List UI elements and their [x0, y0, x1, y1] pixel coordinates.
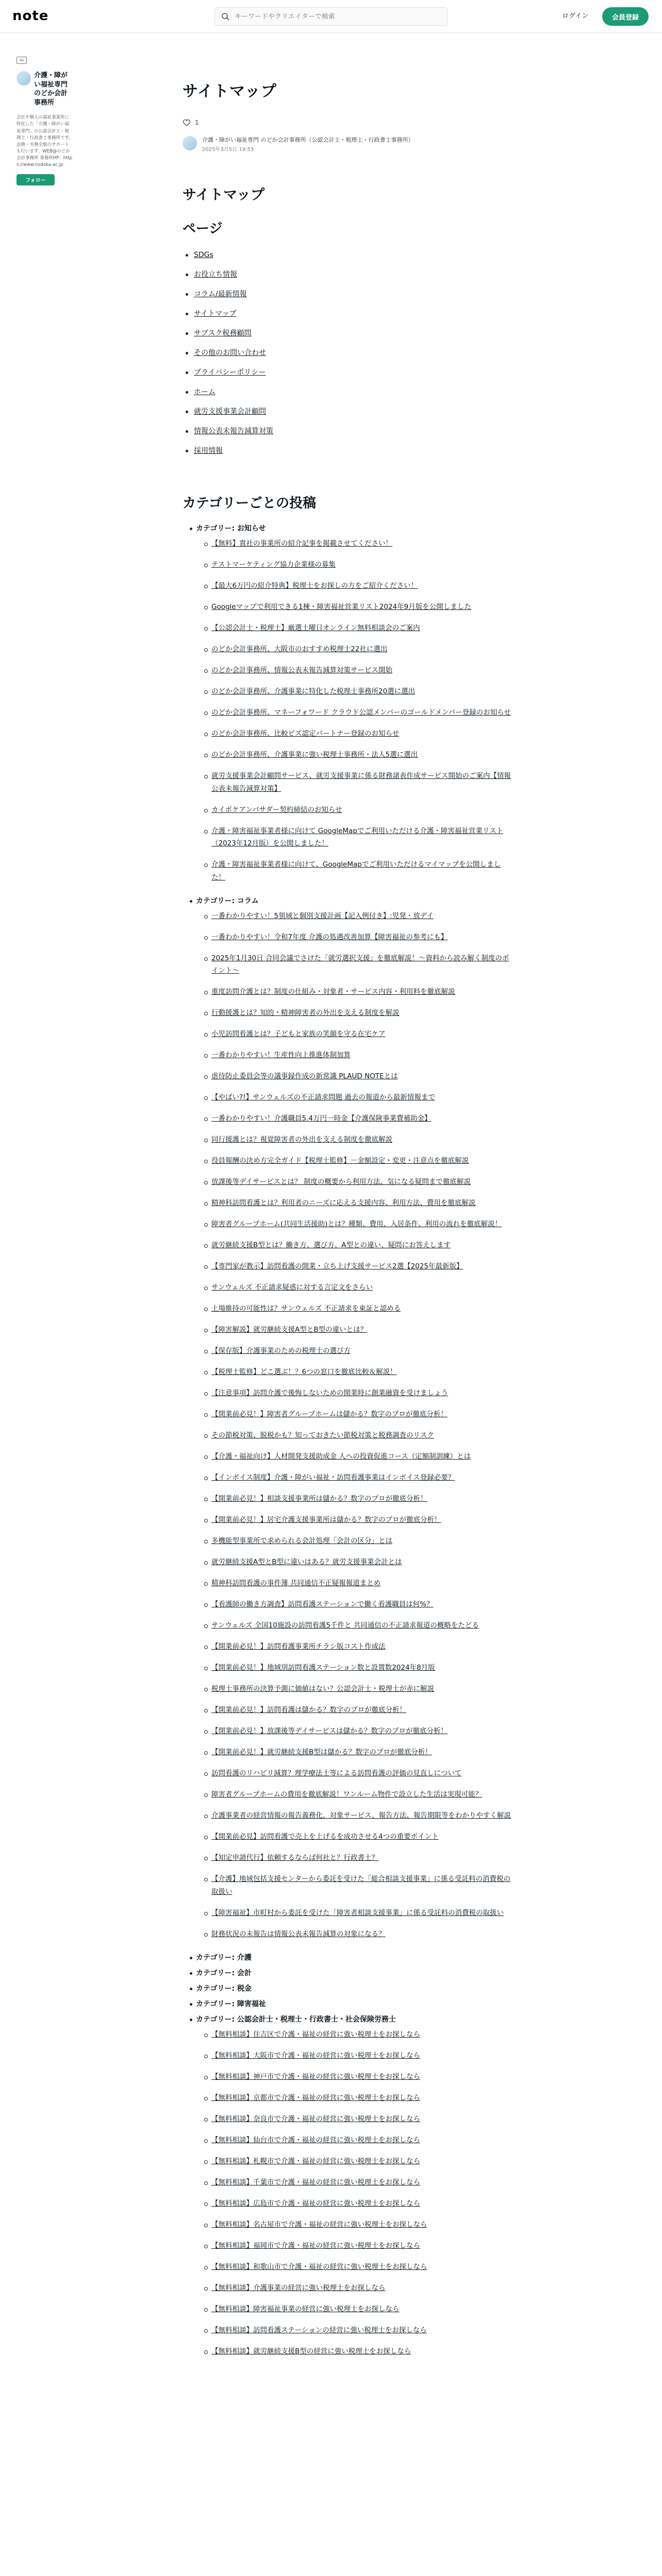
- post-list-item: [211, 1619, 512, 1640]
- page-list-item: [194, 444, 512, 464]
- page-link[interactable]: 採用情報: [194, 447, 223, 455]
- author-row: [183, 136, 512, 152]
- post-link[interactable]: 【無料相談】障害福祉事業の経営に強い税理士をお探しなら: [211, 2304, 400, 2313]
- follow-label: フォロー: [25, 178, 46, 184]
- post-list-item: [211, 1746, 512, 1767]
- post-link[interactable]: 【保存版】介護事業のための税理士の選び方: [211, 1347, 351, 1355]
- post-link[interactable]: 【無料相談】千葉市で介護・福祉の経営に強い税理士をお探しなら: [211, 2178, 420, 2187]
- search-icon: [221, 12, 229, 21]
- ai-badge-icon: AI: [16, 57, 27, 64]
- post-list-item: [211, 2345, 512, 2366]
- creator-sidebar: [16, 57, 73, 185]
- post-list-item: [211, 664, 512, 685]
- post-list-item: [211, 2197, 512, 2218]
- creator-name[interactable]: 介護・障がい福祉専門 のどか会計事務所: [34, 72, 68, 107]
- post-link[interactable]: 就労継続支援B型とは？働き方、選び方、A型との違い、疑問にお答えします: [211, 1241, 451, 1250]
- category-label: カテゴリー: 公認会計士・税理士・行政書士・社会保険労務士: [190, 2013, 512, 2028]
- post-link[interactable]: 【注意事項】訪問介護で後悔しないための開業時に創業融資を受けましょう: [211, 1389, 448, 1398]
- post-list-item: [211, 685, 512, 706]
- post-link[interactable]: Googleマップで利用できる1棟・障害福祉営業リスト2024年9月版を公開しました: [211, 603, 471, 612]
- post-link[interactable]: 小児訪問看護とは？子どもと家族の笑顔を守る在宅ケア: [211, 1030, 386, 1039]
- post-list-item: [211, 1640, 512, 1662]
- page-list-item: [194, 385, 512, 405]
- post-list-item: [211, 1028, 512, 1049]
- post-list-item: [211, 1070, 512, 1091]
- post-link[interactable]: 2025年1月30日 合同会議でさけた「就労選択支援」を徹底解説！〜資料から読み解く制度のポイント〜: [211, 954, 509, 975]
- post-link[interactable]: 役員報酬の決め方完全ガイド【税理士監修】－金額設定・変更・注意点を徹底解説: [211, 1157, 469, 1165]
- post-link[interactable]: 障害者グループホームの費用を徹底解説！ワンルーム物件で設立した生活は実現可能？: [211, 1790, 483, 1799]
- post-list-item: [211, 1049, 512, 1070]
- category-label: カテゴリー: コラム: [190, 894, 512, 910]
- post-list-item: [211, 2218, 512, 2240]
- post-list-item: [211, 1704, 512, 1725]
- post-link[interactable]: 【インボイス制度】介護・障がい福祉・訪問看護事業はインボイス登録必要？: [211, 1473, 455, 1482]
- category-block: [190, 522, 512, 892]
- post-list-item: [211, 1133, 512, 1155]
- page-link[interactable]: その他のお問い合わせ: [194, 349, 266, 358]
- page-list-item: [194, 287, 512, 307]
- post-list-item: [211, 749, 512, 770]
- category-label: カテゴリー: 障害福祉: [190, 1997, 512, 2013]
- page-link[interactable]: プライバシーポリシー: [194, 368, 266, 377]
- post-list-item: [211, 2028, 512, 2049]
- post-link[interactable]: 【開業前必見！】障害者グループホームは儲かる？数字のプロが徹底分析！: [211, 1410, 448, 1419]
- post-link[interactable]: 【開業前必見！】相談支援事業所は儲かる？数字のプロが徹底分析！: [211, 1495, 427, 1503]
- avatar[interactable]: [16, 71, 31, 86]
- page-list-item: [194, 248, 512, 268]
- post-list-item: [211, 910, 512, 931]
- page-link[interactable]: コラム/最新情報: [194, 290, 247, 299]
- post-list-item: [211, 622, 512, 643]
- post-link[interactable]: 【無料相談】京都市で介護・福祉の経営に強い税理士をお探しなら: [211, 2093, 420, 2102]
- creator-account[interactable]: [16, 71, 73, 107]
- site-header: [0, 0, 662, 33]
- page-link[interactable]: 就労支援事業会計顧問: [194, 408, 266, 416]
- post-list: [190, 537, 512, 892]
- post-link[interactable]: 【開業前必見！】放課後等デイサービスは儲かる？数字のプロが徹底分析！: [211, 1727, 448, 1736]
- post-list-item: [211, 1112, 512, 1133]
- post-list-item: [211, 1683, 512, 1704]
- post-link[interactable]: のどか会計事務所、大阪市のおすすめ税理士22社に選出: [211, 645, 388, 654]
- post-list-item: [211, 1725, 512, 1746]
- post-list-item: [211, 1450, 512, 1471]
- post-link[interactable]: 【障害解説】就労継続支援A型とB型の違いとは？: [211, 1326, 367, 1334]
- post-list-item: [211, 2155, 512, 2176]
- post-list-item: [211, 1662, 512, 1683]
- post-list-item: [211, 1429, 512, 1450]
- article-main: [183, 78, 512, 2368]
- post-list-item: [211, 1577, 512, 1598]
- post-list-item: [211, 2282, 512, 2303]
- post-link[interactable]: 【介護・福祉向け】人材開発支援助成金 人への投資促進コース（定額制訓練）とは: [211, 1452, 471, 1461]
- post-link[interactable]: 介護・障害福祉事業者様に向けて GoogleMapでご利用いただける介護・障害福祉営業リスト（2023年12月版）を公開しました！: [211, 826, 504, 848]
- page-list-item: [194, 268, 512, 287]
- creator-bio: 会社や個人の福祉事業所に特化した「介護・障がい福祉専門」の公認会計士・税理士・行政書士事務所です。法務・労務全般のサポートも行います。WEB@のどか会計事務所 事務所HP：https://www.nodoka-ac.jp: [16, 115, 73, 168]
- post-list-item: [211, 804, 512, 825]
- categories-heading: カテゴリーごとの投稿: [183, 496, 316, 512]
- heart-icon[interactable]: [183, 118, 191, 127]
- pages-heading: ページ: [183, 221, 223, 237]
- category-label: カテゴリー: 税金: [190, 1982, 512, 1997]
- post-link[interactable]: 一番わかりやすい！生産性向上推進体制加算: [211, 1051, 351, 1060]
- post-link[interactable]: 【専門家が教示】訪問看護の開業・立ち上げ支援サービス2選【2025年最新版】: [211, 1262, 464, 1271]
- post-list-item: [211, 858, 512, 892]
- article-title: サイトマップ: [183, 82, 277, 100]
- post-link[interactable]: 就労支援事業会計顧問サービス、就労支援事業に係る財務諸表作成サービス開始のご案内【情報公表未報告減算対策】: [211, 772, 511, 793]
- post-list-item: [211, 1387, 512, 1408]
- post-link[interactable]: 一番わかりやすい！令和7年度 介護の処遇改善加算【障害福祉の参考にも】: [211, 933, 448, 941]
- post-link[interactable]: 【開業前必見！】訪問看護は儲かる？数字のプロが徹底分析！: [211, 1706, 406, 1715]
- post-list-item: [211, 1176, 512, 1197]
- post-list-item: [211, 1218, 512, 1239]
- post-list-item: [211, 2324, 512, 2345]
- post-link[interactable]: 【無料相談】大阪市で介護・福祉の経営に強い税理士をお探しなら: [211, 2051, 420, 2060]
- post-list-item: [211, 2240, 512, 2261]
- post-link[interactable]: のどか会計事務所、マネーフォワード クラウド公認メンバーのゴールドメンバー登録のお知らせ: [211, 708, 511, 717]
- post-link[interactable]: 【無料相談】広島市で介護・福祉の経営に強い税理士をお探しなら: [211, 2199, 420, 2208]
- post-link[interactable]: 【税理士監修】どこ選ぶ！？6つの窓口を徹底比較＆解説！: [211, 1368, 397, 1377]
- author-name[interactable]: 介護・障がい福祉専門 のどか会計事務所（公認会計士・税理士・行政書士事務所）: [202, 137, 414, 143]
- category-label: カテゴリー: 介護: [190, 1951, 512, 1967]
- post-list-item: [211, 2303, 512, 2324]
- post-link[interactable]: 精神科訪問看護とは？利用者のニーズに応える支援内容、利用方法、費用を徹底解説: [211, 1199, 476, 1208]
- post-link[interactable]: 行動援護とは？知的・精神障害者の外出を支える制度を解説: [211, 1009, 400, 1018]
- post-link[interactable]: のどか会計事務所、介護事業に強い税理士事務所・法人5選に選出: [211, 751, 418, 759]
- post-list: [190, 2028, 512, 2366]
- post-list-item: [211, 2092, 512, 2113]
- post-list-item: [211, 1408, 512, 1429]
- post-link[interactable]: カイポケアンバサダー契約締結のお知らせ: [211, 805, 342, 814]
- post-link[interactable]: サンウェルズ 不正請求疑惑に対する言定文をさらい: [211, 1283, 373, 1292]
- post-link[interactable]: 【無料相談】福岡市で介護・福祉の経営に強い税理士をお探しなら: [211, 2241, 420, 2250]
- post-link[interactable]: 同行援護とは？視覚障害者の外出を支える制度を徹底解説: [211, 1136, 392, 1144]
- post-list-item: [211, 643, 512, 664]
- post-list-item: [211, 2176, 512, 2197]
- post-list-item: [211, 1556, 512, 1577]
- login-link[interactable]: ログイン: [562, 12, 589, 20]
- post-list-item: [211, 2049, 512, 2071]
- page-link[interactable]: お役立ち情報: [194, 270, 237, 279]
- post-link[interactable]: 財務状況の未報告は情報公表未報告減算の対象になる？: [211, 1929, 386, 1938]
- post-link[interactable]: 【無料相談】名古屋市で介護・福祉の経営に強い税理士をお探しなら: [211, 2220, 427, 2229]
- post-list-item: [211, 1907, 512, 1928]
- page-list-item: [194, 346, 512, 366]
- post-list-item: [211, 580, 512, 601]
- category-label: カテゴリー: 会計: [190, 1967, 512, 1982]
- post-list-item: [211, 2134, 512, 2155]
- post-link[interactable]: のどか会計事務所、比較ビズ認定パートナー登録のお知らせ: [211, 730, 400, 738]
- page-list-item: [194, 425, 512, 444]
- post-list-item: [211, 1324, 512, 1345]
- post-link[interactable]: 【無料相談】就労継続支援B型の経営に強い税理士をお探しなら: [211, 2347, 411, 2355]
- post-link[interactable]: 障害者グループホーム(共同生活援助)とは？種類、費用、入居条件、利用の流れを徹底解説！: [211, 1220, 502, 1229]
- post-list-item: [211, 2261, 512, 2282]
- post-list-item: [211, 1928, 512, 1949]
- post-list-item: [211, 1345, 512, 1366]
- page-list-item: [194, 307, 512, 327]
- post-list-item: [211, 1831, 512, 1852]
- post-list-item: [211, 558, 512, 580]
- post-list-item: [211, 825, 512, 859]
- category-block: [190, 894, 512, 1949]
- post-link[interactable]: のどか会計事務所、介護事業に特化した税理士事務所20選に選出: [211, 687, 416, 696]
- post-link[interactable]: 虐待防止委員会等の議事録作成の新常識 PLAUD NOTEとは: [211, 1072, 398, 1081]
- post-list-item: [211, 2113, 512, 2134]
- page-link[interactable]: ホーム: [194, 388, 216, 397]
- post-list-item: [211, 727, 512, 749]
- post-link[interactable]: 【無料相談】介護事業の経営に強い税理士をお探しなら: [211, 2283, 386, 2292]
- post-link[interactable]: 【公認会計士・税理士】厳選土曜日オンライン無料相談会のご案内: [211, 624, 420, 633]
- post-list-item: [211, 1302, 512, 1324]
- pages-list: [183, 248, 512, 464]
- post-link[interactable]: 【無料相談】和歌山市で介護・福祉の経営に強い税理士をお探しなら: [211, 2262, 427, 2271]
- post-link[interactable]: 【無料】貴社の事業所の紹介記事を掲載させてください！: [211, 539, 392, 548]
- post-list-item: [211, 1598, 512, 1619]
- page-link[interactable]: SDGs: [194, 251, 213, 260]
- post-link[interactable]: サンウェルズ 全国10施設の訪問看護5千件と 共同通信の不正請求報道の概略をたどる: [211, 1621, 479, 1630]
- post-link[interactable]: 【障害福祉】市町村から委託を受けた「障害者相談支援事業」に係る受託料の消費税の取扱い: [211, 1908, 504, 1917]
- post-list-item: [211, 1155, 512, 1176]
- post-link[interactable]: 【開業前必見】訪問看護で売上を上げるを成功させる4つの重要ポイント: [211, 1833, 439, 1841]
- categories-list: [183, 522, 512, 2366]
- page-list-item: [194, 405, 512, 425]
- post-link[interactable]: 【最大6万円の紹介特典】税理士をお探しの方をご紹介ください！: [211, 582, 418, 590]
- post-list-item: [211, 986, 512, 1007]
- category-label: カテゴリー: お知らせ: [190, 522, 512, 537]
- like-row: [183, 118, 512, 127]
- post-list-item: [211, 1535, 512, 1556]
- post-link[interactable]: 【開業前必見！】就労継続支援B型は儲かる？数字のプロが徹底分析！: [211, 1748, 432, 1757]
- post-link[interactable]: その節税対策、脱税かも？知っておきたい節税対策と税務調査のリスク: [211, 1431, 434, 1440]
- post-link[interactable]: 【開業前必見！】居宅介護支援事業所は儲かる？数字のプロが徹底分析！: [211, 1516, 441, 1524]
- like-count: 1: [195, 119, 199, 126]
- post-link[interactable]: 【開業前必見！】地域別訪問看護ステーション数と設置数2024年8月版: [211, 1664, 435, 1672]
- post-link[interactable]: テストマーケティング協力企業様の募集: [211, 561, 336, 569]
- post-list-item: [211, 2071, 512, 2092]
- post-link[interactable]: 訪問看護のリハビリ減算？理学療法士等による訪問看護の評価の見直しについて: [211, 1769, 462, 1778]
- follow-button[interactable]: [16, 174, 55, 185]
- post-list-item: [211, 1514, 512, 1535]
- page-list-item: [194, 327, 512, 346]
- post-link[interactable]: 【やばい?!】サンウェルズの不正請求問題 過去の報道から最新情報まで: [211, 1093, 435, 1102]
- post-link[interactable]: 重度訪問介護とは？制度の仕組み・対象者・サービス内容・利用料を徹底解説: [211, 988, 455, 996]
- post-link[interactable]: 精神科訪問看護の事件簿 共同通信不正疑報報道まとめ: [211, 1579, 381, 1588]
- category-block: [190, 2013, 512, 2366]
- author-avatar[interactable]: [183, 136, 197, 150]
- post-link[interactable]: のどか会計事務所、情報公表未報告減算対策サービス開始: [211, 666, 392, 675]
- page-link[interactable]: サイトマップ: [194, 310, 237, 318]
- category-block: [190, 1967, 512, 1982]
- post-list-item: [211, 1007, 512, 1028]
- post-link[interactable]: 税理士事務所の決算予測に価値はない？公認会計士・税理士が赤に解説: [211, 1685, 434, 1693]
- post-list-item: [211, 1852, 512, 1873]
- post-link[interactable]: 介護事業者の経営情報の報告義務化、対象サービス、報告方法、報告期限等をわかりやすく解説: [211, 1811, 511, 1820]
- post-link[interactable]: 就労継続支援A型とB型に違いはある？就労支援事業会計とは: [211, 1558, 402, 1567]
- post-list-item: [211, 931, 512, 952]
- post-link[interactable]: 【無料相談】仙台市で介護・福祉の経営に強い税理士をお探しなら: [211, 2136, 420, 2144]
- post-list-item: [211, 1239, 512, 1260]
- post-list-item: [211, 1471, 512, 1493]
- post-list: [190, 910, 512, 1949]
- page-list-item: [194, 366, 512, 385]
- post-list-item: [211, 1366, 512, 1387]
- post-link[interactable]: 【無料相談】住吉区で介護・福祉の経営に強い税理士をお探しなら: [211, 2030, 420, 2039]
- post-list-item: [211, 706, 512, 727]
- post-list-item: [211, 1091, 512, 1112]
- post-link[interactable]: 【無料相談】札幌市で介護・福祉の経営に強い税理士をお探しなら: [211, 2157, 420, 2165]
- post-link[interactable]: 【介護】地域包括支援センターから委託を受けた「総合相談支援事業」に係る受託料の消費税の取扱い: [211, 1875, 510, 1896]
- post-link[interactable]: 一番わかりやすい！介護職員5.4万円一時金【介護保険事業費補助金】: [211, 1114, 432, 1123]
- post-list-item: [211, 952, 512, 986]
- post-link[interactable]: 放課後等デイサービスとは？ 制度の概要から利用方法、気になる疑問まで徹底解説: [211, 1178, 471, 1187]
- post-list-item: [211, 1767, 512, 1788]
- post-link[interactable]: 介護・障害福祉事業者様に向けて、GoogleMapでご利用いただけるマイマップを公開しました！: [211, 860, 501, 882]
- post-list-item: [211, 1493, 512, 1514]
- page-link[interactable]: 情報公表未報告減算対策: [194, 427, 273, 436]
- post-link[interactable]: 【看護師の働き方調査】訪問看護ステーションで働く看護職員は何%？: [211, 1600, 434, 1609]
- post-link[interactable]: 多機能型事業所で求められる会計処理「会計の区分」とは: [211, 1537, 392, 1546]
- post-link[interactable]: 【開業前必見！】訪問看護事業所チラシ版コスト作成法: [211, 1642, 386, 1651]
- category-block: [190, 1951, 512, 1967]
- sitemap-heading: サイトマップ: [183, 187, 265, 204]
- post-list-item: [211, 770, 512, 804]
- post-list-item: [211, 1260, 512, 1281]
- post-date: 2025年3月5日 19:53: [202, 147, 254, 153]
- post-list-item: [211, 1809, 512, 1831]
- post-list-item: [211, 601, 512, 622]
- note-logo[interactable]: note: [12, 8, 49, 24]
- post-link[interactable]: 上場維持の可能性は？サンウェルズ 不正請求を東証と認める: [211, 1304, 401, 1313]
- search-input[interactable]: [235, 13, 441, 21]
- page-link[interactable]: サブスク税務顧問: [194, 329, 252, 338]
- post-list-item: [211, 537, 512, 558]
- category-block: [190, 1982, 512, 1997]
- post-list-item: [211, 1281, 512, 1302]
- category-block: [190, 1997, 512, 2013]
- post-link[interactable]: 【無料相談】神戸市で介護・福祉の経営に強い税理士をお探しなら: [211, 2072, 420, 2081]
- search-box[interactable]: [214, 7, 448, 26]
- post-list-item: [211, 1788, 512, 1809]
- post-list-item: [211, 1873, 512, 1907]
- post-list-item: [211, 1197, 512, 1218]
- post-link[interactable]: 【無料相談】訪問看護ステーションの経営に強い税理士をお探しなら: [211, 2326, 427, 2334]
- register-button[interactable]: 会員登録: [602, 7, 649, 26]
- post-link[interactable]: 【無料相談】奈良市で介護・福祉の経営に強い税理士をお探しなら: [211, 2114, 420, 2123]
- post-link[interactable]: 【知定申請代行】依頼するならば何社と？行政書士？: [211, 1854, 378, 1862]
- post-link[interactable]: 一番わかりやすい！5領域と個別支援計画【記入例付き】:児発・放デイ: [211, 911, 434, 920]
